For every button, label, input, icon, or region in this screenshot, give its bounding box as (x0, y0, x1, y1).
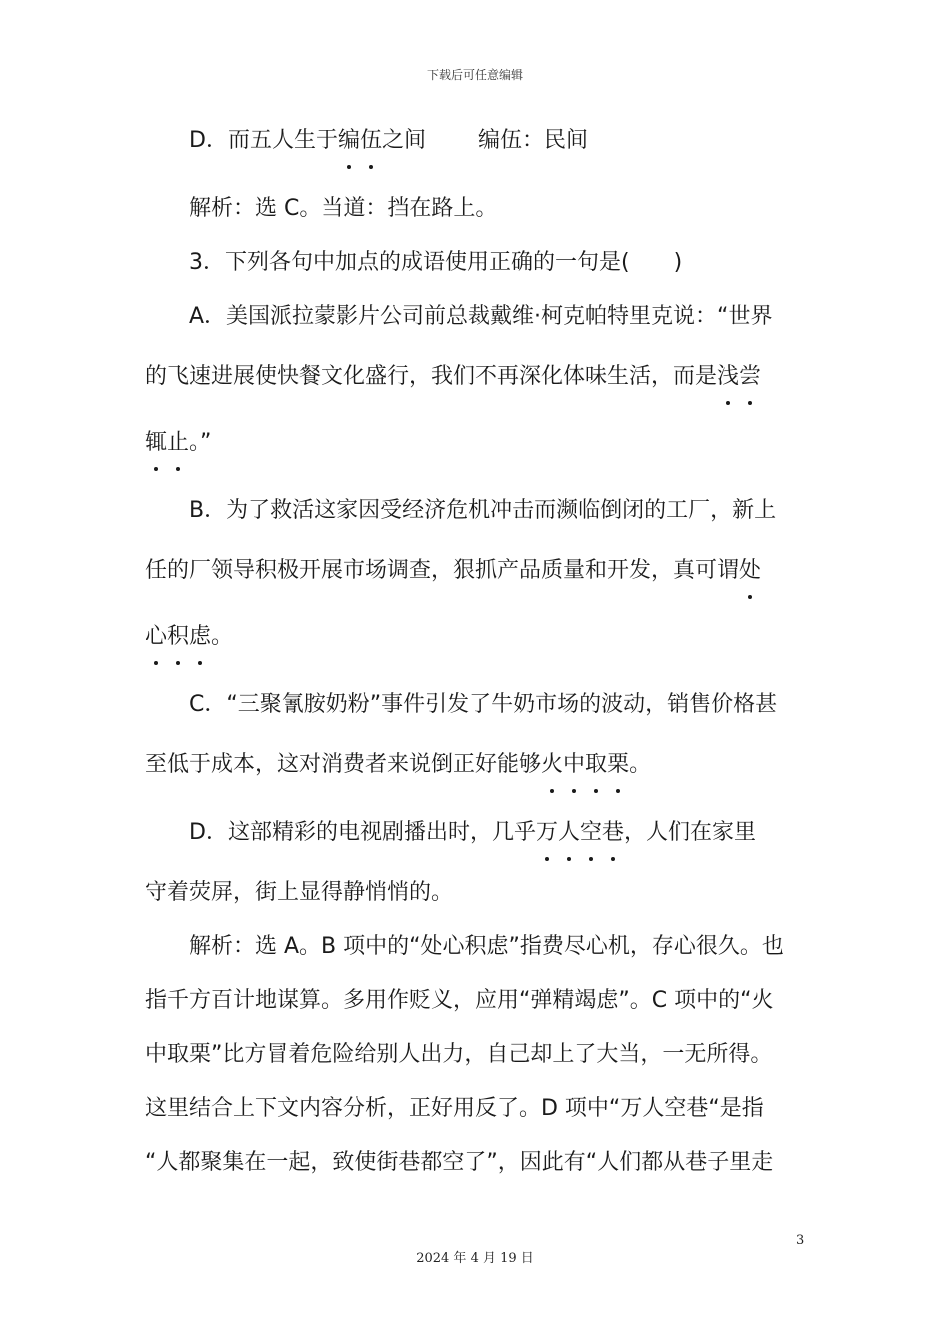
emphasis-char: 浅 (717, 362, 739, 392)
emphasis-char: 止 (167, 428, 189, 458)
emphasis-char: 巷 (602, 818, 624, 848)
emphasis-char: 尝 (739, 362, 761, 392)
emphasis-char: 伍 (360, 126, 382, 156)
answer-analysis-3-line-4: 这里结合上下文内容分析，正好用反了。D 项中“万人空巷“是指 (145, 1096, 764, 1121)
emphasis-char: 心 (145, 622, 167, 652)
option-c-line-1: C．“三聚氰胺奶粉”事件引发了牛奶市场的波动，销售价格甚 (189, 692, 778, 717)
emphasis-char: 万 (536, 818, 558, 848)
option-d-line-2: 守着荧屏，街上显得静悄悄的。 (145, 880, 454, 905)
option-d-line: D．而五人生于编伍之间 编伍：民间 (189, 126, 588, 156)
option-b-line-1: B．为了救活这家因受经济危机冲击而濒临倒闭的工厂，新上 (189, 498, 777, 523)
emphasis-char: 辄 (145, 428, 167, 458)
emphasis-char: 中 (563, 750, 585, 780)
emphasis-char: 编 (338, 126, 360, 156)
option-b-line-2: 任的厂领导积极开展市场调查，狠抓产品质量和开发，真可谓处 (145, 556, 761, 586)
option-b-line-3: 心积虑。 (145, 622, 233, 652)
answer-analysis-3-line-1: 解析：选 A。B 项中的“处心积虑”指费尽心机，存心很久。也 (189, 934, 784, 959)
option-a-line-1: A．美国派拉蒙影片公司前总裁戴维·柯克帕特里克说：“世界 (189, 304, 773, 329)
answer-analysis-3-line-2: 指千方百计地谋算。多用作贬义，应用“弹精竭虑”。C 项中的“火 (145, 988, 774, 1013)
option-d-line-1: D．这部精彩的电视剧播出时，几乎万人空巷，人们在家里 (189, 818, 756, 848)
page-footer-date: 2024 年 4 月 19 日 (416, 1251, 534, 1266)
emphasis-char: 火 (541, 750, 563, 780)
emphasis-char: 取 (585, 750, 607, 780)
emphasis-char: 空 (580, 818, 602, 848)
emphasis-char: 积 (167, 622, 189, 652)
emphasis-char: 人 (558, 818, 580, 848)
emphasis-char: 虑 (189, 622, 211, 652)
option-a-line-3: 辄止。” (145, 428, 211, 458)
option-a-line-2: 的飞速进展使快餐文化盛行，我们不再深化体味生活，而是浅尝 (145, 362, 761, 392)
answer-analysis-3-line-5: “人都聚集在一起，致使街巷都空了”，因此有“人们都从巷子里走 (145, 1150, 774, 1175)
page-header: 下载后可任意编辑 (426, 68, 523, 82)
emphasis-char: 栗 (607, 750, 629, 780)
page-number: 3 (796, 1233, 805, 1248)
answer-analysis-2: 解析：选 C。当道：挡在路上。 (189, 196, 498, 221)
emphasis-char: 处 (739, 556, 761, 586)
answer-analysis-3-line-3: 中取栗”比方冒着危险给别人出力，自己却上了大当，一无所得。 (145, 1042, 773, 1067)
question-3-stem: 3．下列各句中加点的成语使用正确的一句是( ) (189, 250, 683, 275)
option-c-line-2: 至低于成本，这对消费者来说倒正好能够火中取栗。 (145, 750, 651, 780)
